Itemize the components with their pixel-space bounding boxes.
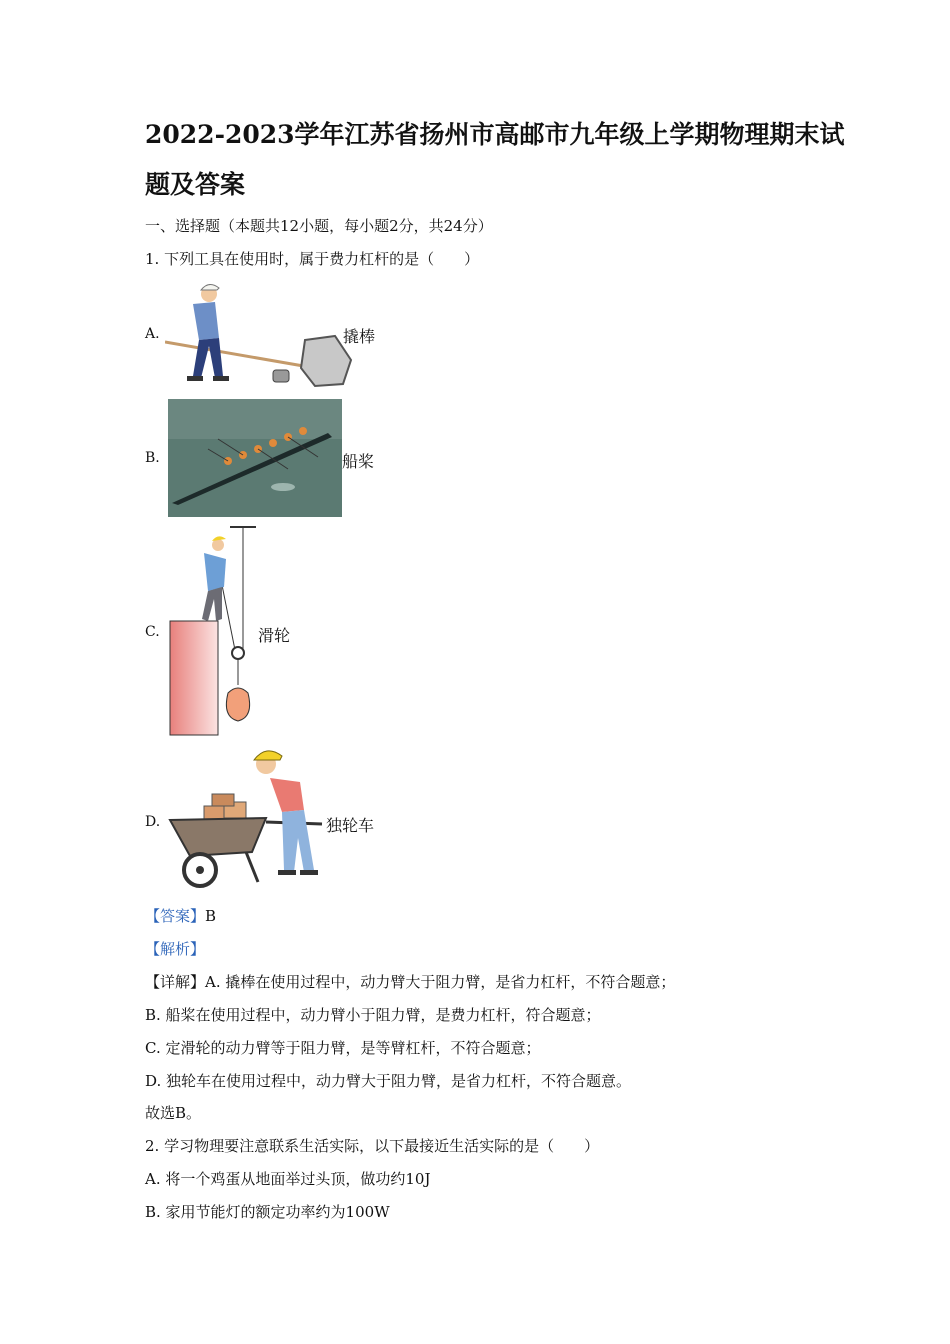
rowing-boat-photo	[168, 399, 342, 517]
option-b-label: 船桨	[342, 452, 375, 471]
question-2-option-a: A. 将一个鸡蛋从地面举过头顶，做功约10J	[145, 1170, 431, 1188]
detail-c: C. 定滑轮的动力臂等于阻力臂，是等臂杠杆，不符合题意；	[145, 1039, 541, 1057]
option-d-letter: D.	[145, 814, 161, 830]
answer-tag: 【答案】	[145, 907, 206, 925]
option-b-letter: B.	[145, 450, 160, 466]
detail-a-text: A. 撬棒在使用过程中，动力臂大于阻力臂，是省力杠杆，不符合题意；	[205, 973, 676, 991]
question-1-stem: 1. 下列工具在使用时，属于费力杠杆的是（ ）	[145, 250, 480, 268]
option-c-label: 滑轮	[258, 626, 291, 645]
question-2-option-b: B. 家用节能灯的额定功率约为100W	[145, 1203, 390, 1221]
option-a-letter: A.	[145, 326, 160, 342]
option-d-label: 独轮车	[326, 816, 375, 835]
document-title: 2022-2023学年江苏省扬州市高邮市九年级上学期物理期末试题及答案	[145, 120, 845, 199]
option-a-label: 撬棒	[343, 327, 376, 346]
detail-b: B. 船桨在使用过程中，动力臂小于阻力臂，是费力杠杆，符合题意；	[145, 1006, 601, 1024]
detail-d: D. 独轮车在使用过程中，动力臂大于阻力臂，是省力杠杆，不符合题意。	[145, 1072, 632, 1090]
analysis-tag: 【解析】	[145, 940, 206, 958]
answer-value: B	[205, 907, 217, 925]
wheelbarrow-illustration	[166, 748, 326, 892]
detail-a	[145, 972, 675, 992]
crowbar-illustration	[165, 280, 355, 390]
pulley-illustration	[168, 525, 268, 737]
answer-line	[145, 906, 216, 926]
conclusion: 故选B。	[145, 1104, 202, 1122]
detail-tag: 【详解】	[145, 973, 206, 991]
option-c-letter: C.	[145, 624, 160, 640]
section-heading: 一、选择题（本题共12小题，每小题2分，共24分）	[145, 217, 493, 235]
question-2-stem: 2. 学习物理要注意联系生活实际，以下最接近生活实际的是（ ）	[145, 1137, 600, 1155]
